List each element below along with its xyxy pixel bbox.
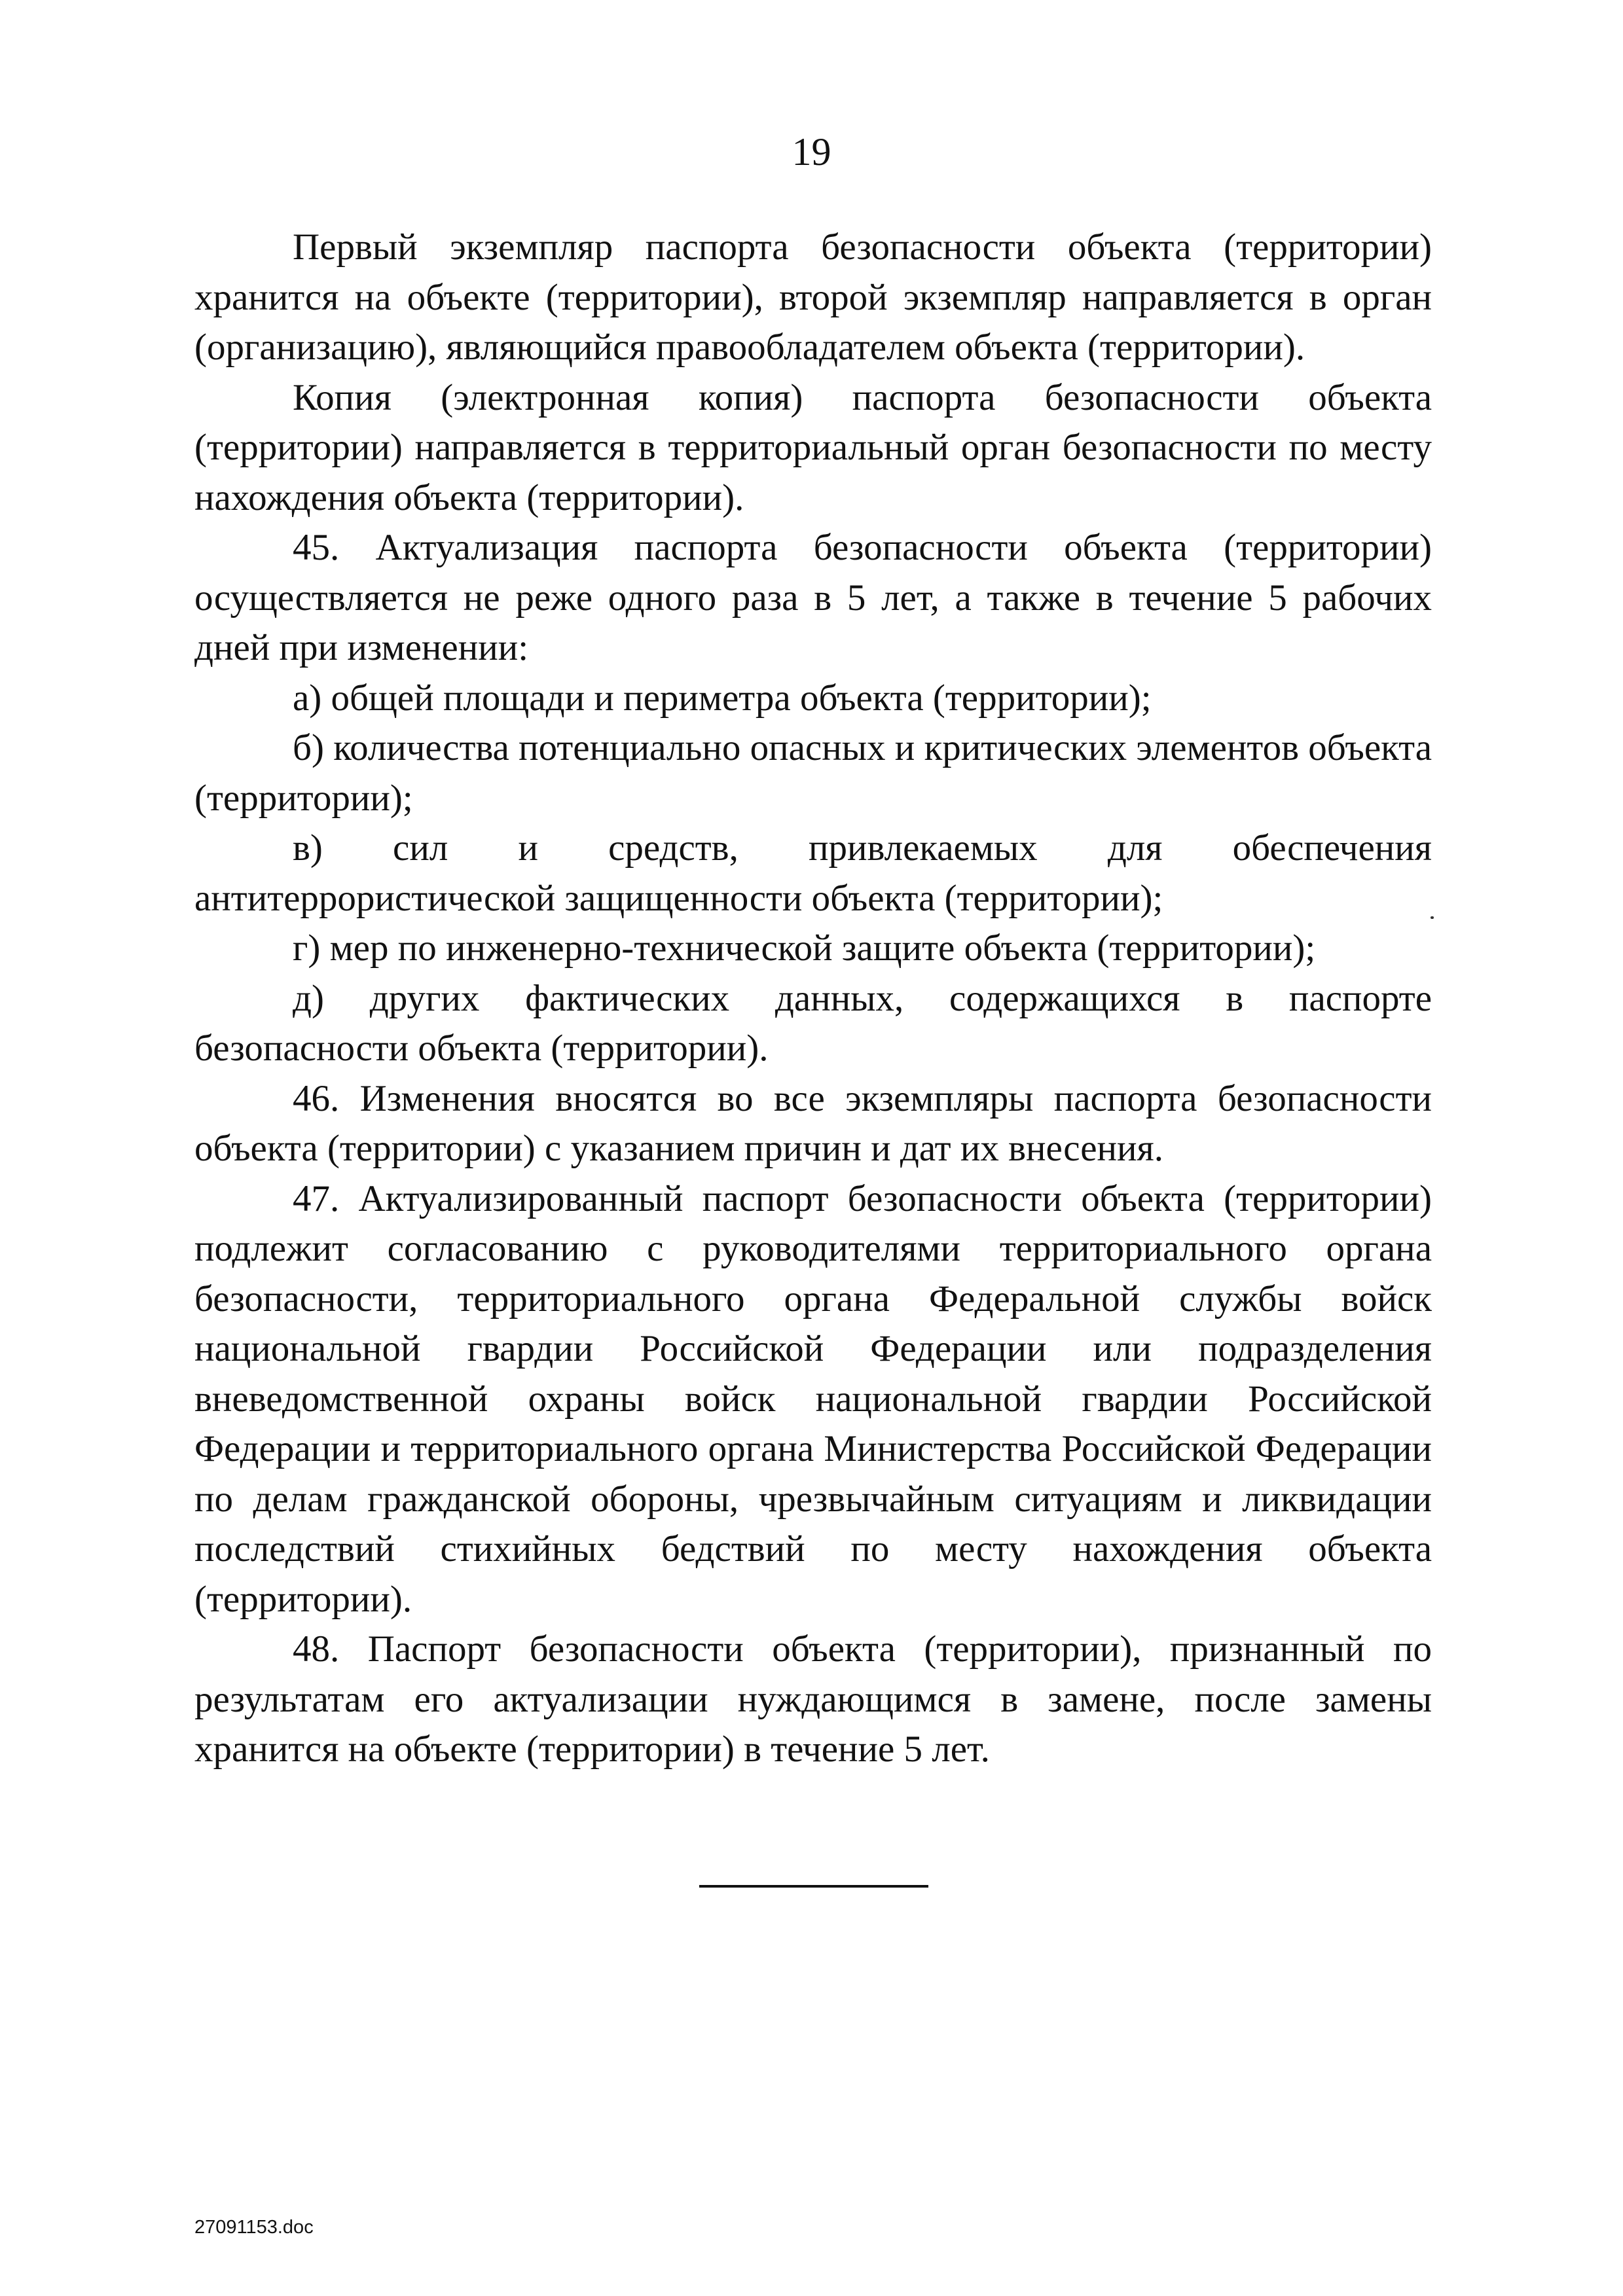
paragraph-item-45-v: в) сил и средств, привлекаемых для обеспечения антитеррористической защищенности объекта (территории);: [194, 827, 1432, 919]
paragraph-item-45: 45. Актуализация паспорта безопасности объекта (территории) осуществляется не реже одного раза в 5 лет, а также в течение 5 рабочих дней при изменении:: [194, 527, 1432, 668]
document-file-code: 27091153.doc: [194, 2217, 314, 2238]
paragraph-electronic-copy: Копия (электронная копия) паспорта безопасности объекта (территории) направляется в территориальный орган безопасности по месту нахождения объекта (территории).: [194, 376, 1432, 518]
page-number: 19: [792, 130, 831, 173]
document-body: [194, 223, 1432, 1775]
paragraph-item-45-a: а) общей площади и периметра объекта (территории);: [293, 677, 1152, 719]
paragraph-item-46: 46. Изменения вносятся во все экземпляры паспорта безопасности объекта (территории) с указанием причин и дат их внесения.: [194, 1077, 1432, 1169]
paragraph-item-45-d: д) других фактических данных, содержащихся в паспорте безопасности объекта (территории).: [194, 977, 1432, 1069]
scan-speck: [1431, 916, 1434, 919]
paragraph-item-47: 47. Актуализированный паспорт безопасности объекта (территории) подлежит согласованию с руководителями территориального органа безопасности, территориального органа Федеральной службы войск национальной гвардии Российской Федерации или подразделения вневедомственной охраны войск национальной гвардии Российской Федерации и территориального органа Министерства Российской Федерации по делам гражданской обороны, чрезвычайным ситуациям и ликвидации последствий стихийных бедствий по месту нахождения объекта (территории).: [194, 1177, 1432, 1620]
paragraph-item-45-b: б) количества потенциально опасных и критических элементов объекта (территории);: [194, 727, 1432, 819]
paragraph-item-45-g: г) мер по инженерно-технической защите объекта (территории);: [293, 927, 1316, 969]
paragraph-item-48: 48. Паспорт безопасности объекта (территории), признанный по результатам его актуализации нуждающимся в замене, после замены хранится на объекте (территории) в течение 5 лет.: [194, 1628, 1432, 1770]
end-of-document-rule: [699, 1885, 928, 1888]
paragraph-first-copy-storage: Первый экземпляр паспорта безопасности объекта (территории) хранится на объекте (территории), второй экземпляр направляется в орган (организацию), являющийся правообладателем объекта (территории).: [194, 226, 1432, 368]
